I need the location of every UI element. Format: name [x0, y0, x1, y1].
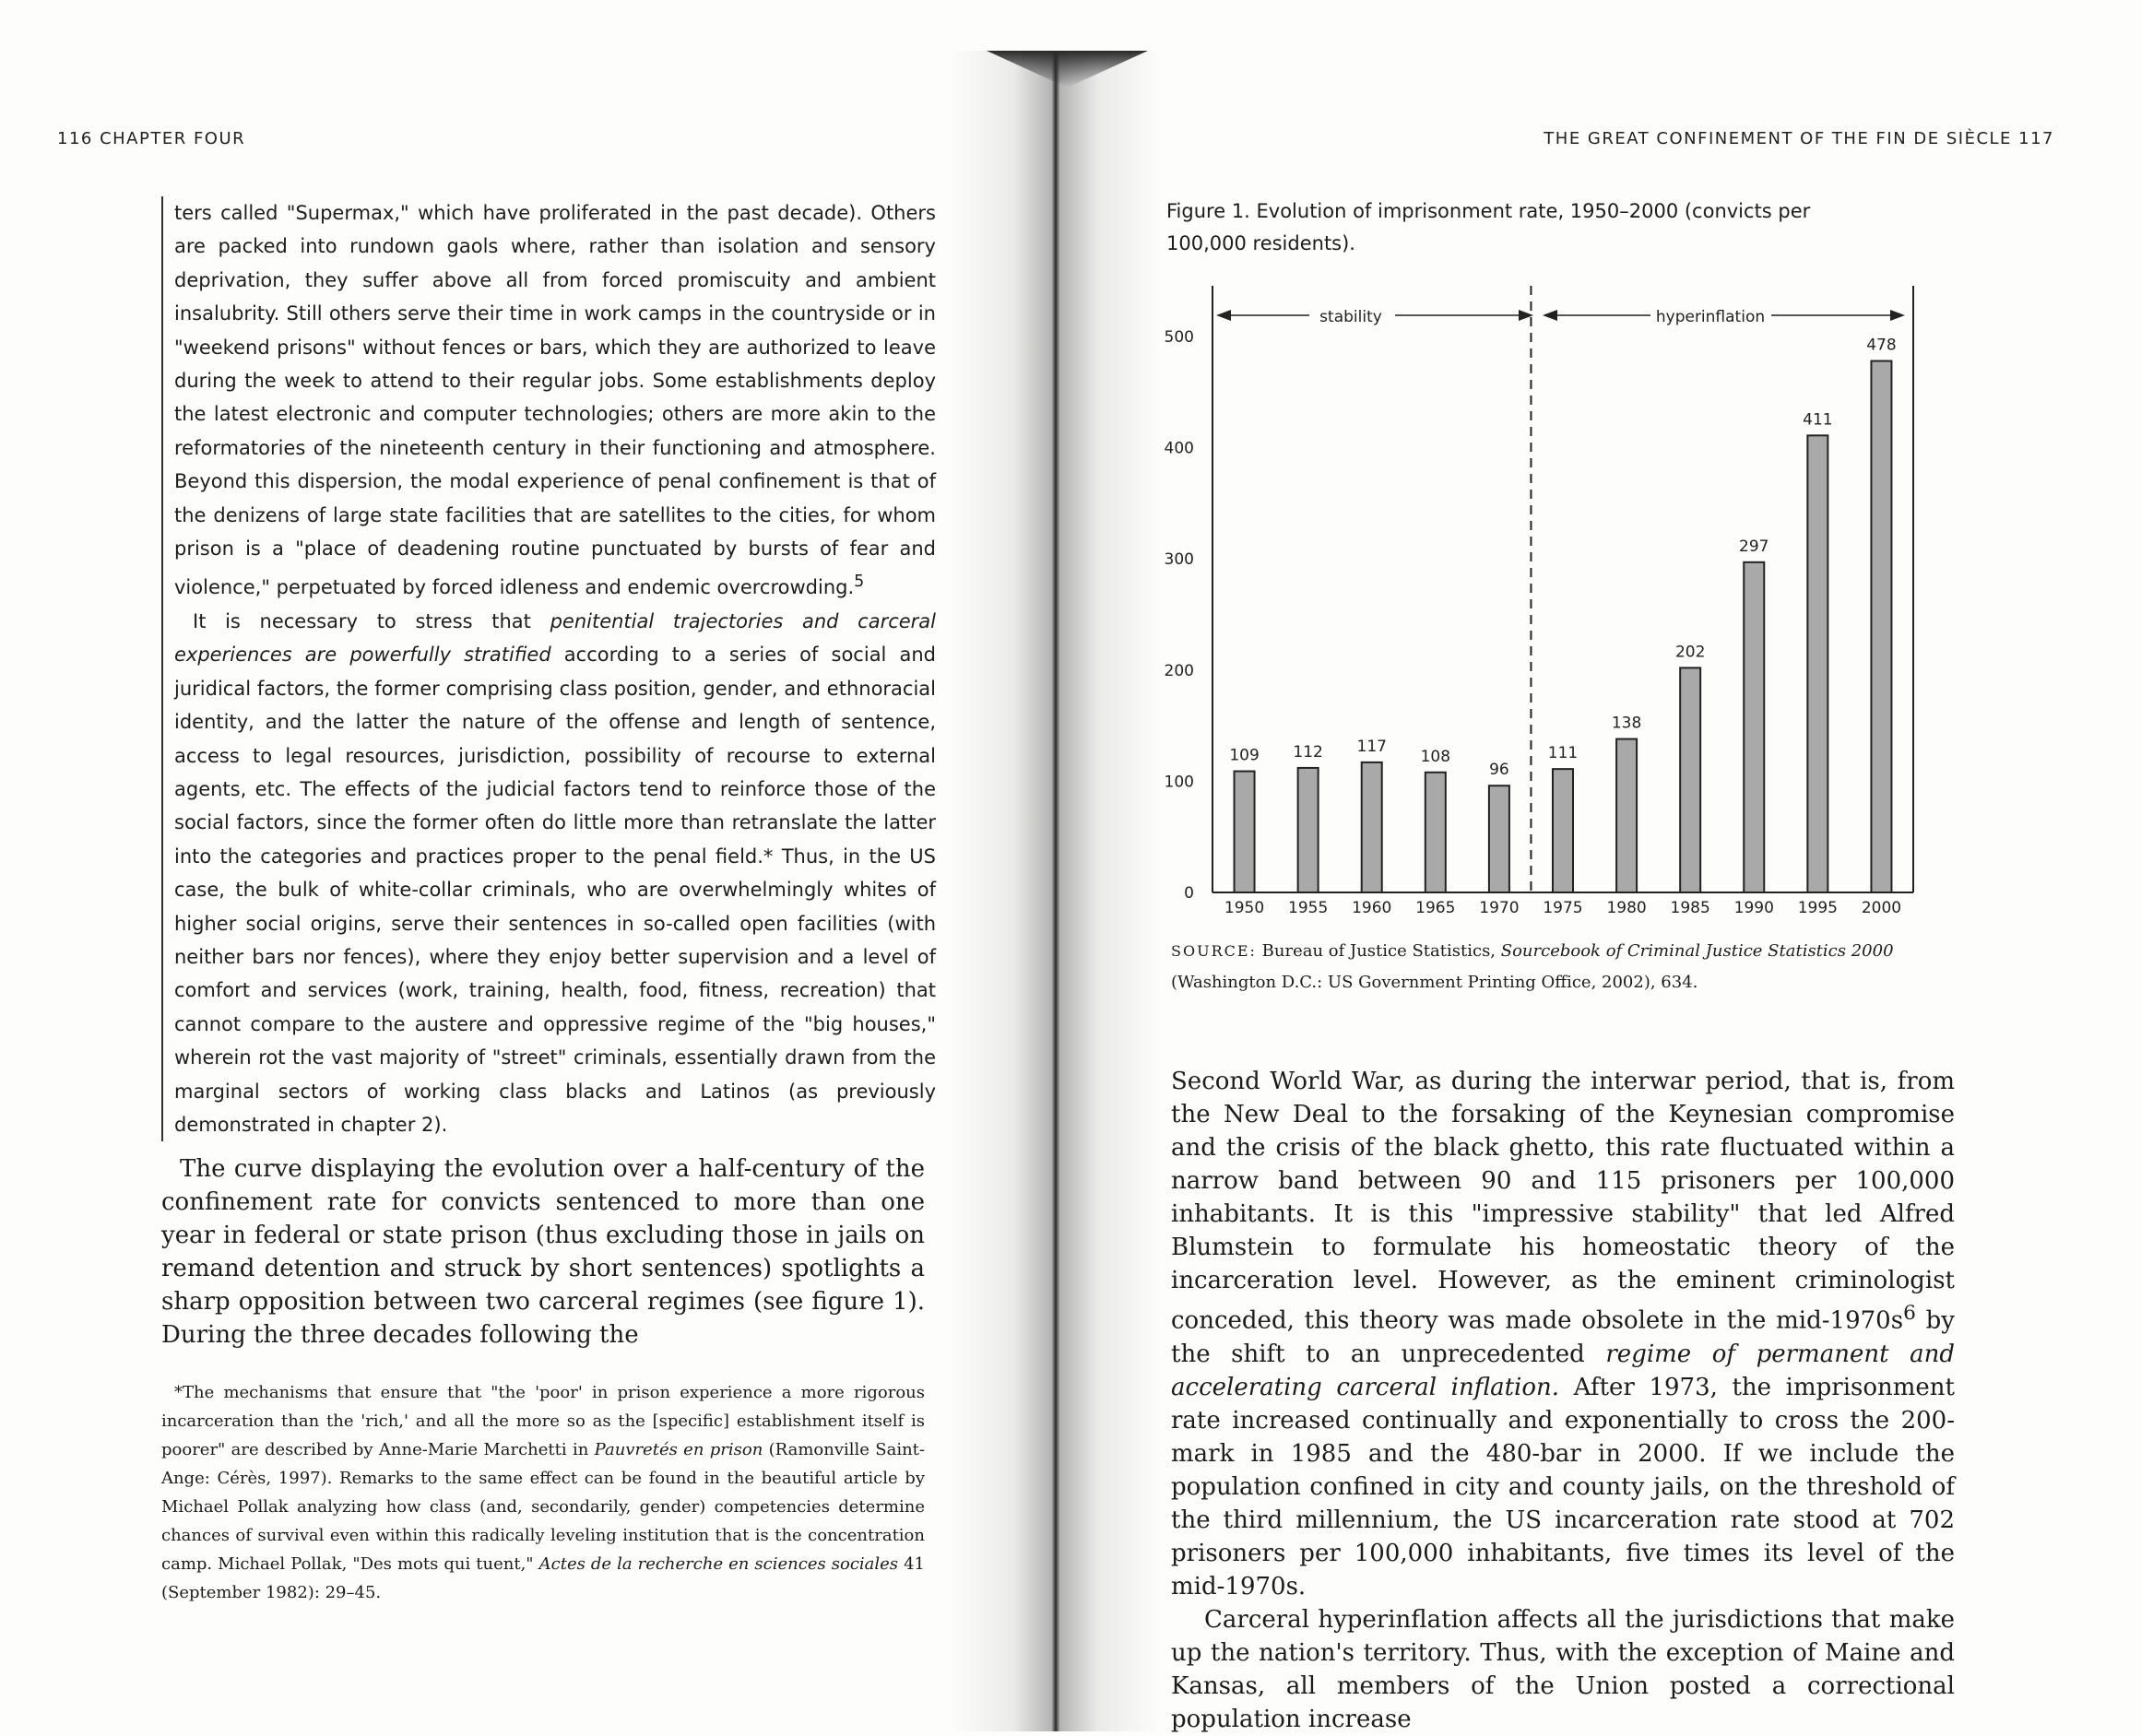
bar	[1744, 562, 1764, 892]
x-tick-label: 1960	[1352, 899, 1392, 917]
stability-arrow-left-head	[1216, 310, 1231, 321]
note-ref-6: 6	[1903, 1302, 1916, 1325]
right-running-head: THE GREAT CONFINEMENT OF THE FIN DE SIÈCLE 117	[1544, 129, 2054, 148]
bar	[1362, 762, 1382, 892]
bar	[1807, 435, 1828, 892]
source-b: (Washington D.C.: US Government Printing Office, 2002), 634.	[1171, 973, 1698, 992]
x-tick-label: 1975	[1543, 899, 1583, 917]
footnote	[161, 1378, 925, 1607]
bar	[1680, 667, 1700, 892]
chart-svg	[1157, 277, 1950, 922]
bar-value-label: 117	[1356, 737, 1387, 756]
bars	[1229, 337, 1896, 892]
quote-p2-a: It is necessary to stress that	[193, 609, 550, 632]
imprisonment-chart	[1157, 277, 1950, 926]
bar-value-label: 202	[1674, 643, 1706, 662]
right-body	[1171, 1065, 1955, 1736]
bar-value-label: 109	[1229, 746, 1260, 765]
source-a: Bureau of Justice Statistics,	[1256, 941, 1501, 961]
right-p1-b: by the shift to an unprecedented	[1171, 1306, 1955, 1368]
footnote-a: *The mechanisms that ensure that "the 'poor' in prison experience a more rigorous incarceration than the 'rich,' and all the more so as the [specific] establishment itself is poorer" are described by Anne-Marie Marchetti in	[161, 1383, 925, 1459]
note-ref-5: 5	[854, 573, 865, 592]
figure-source	[1171, 936, 1918, 998]
right-p1-emphasis: regime of permanent and accelerating carceral inflation.	[1171, 1340, 1955, 1401]
figure-caption: Figure 1. Evolution of imprisonment rate, 1950–2000 (convicts per 100,000 residents).	[1166, 200, 1811, 254]
footnote-b: (Ramonville Saint-Ange: Cérès, 1997). Remarks to the same effect can be found in the beautiful article by Michael Pollak analyzing how class (and, secondarily, gender) competencies determine chances of survival even within this radically leveling institution that is the concentration camp. Michael Pollak, "Des mots qui tuent,"	[161, 1440, 925, 1574]
y-tick-label: 400	[1164, 439, 1194, 458]
bar	[1553, 769, 1573, 892]
hyper-arrow-left-head	[1543, 310, 1557, 321]
bar	[1298, 768, 1319, 892]
bar-value-label: 96	[1489, 761, 1509, 780]
quote-p1-text: ters called "Supermax," which have proliferated in the past decade). Others are packed into rundown gaols where, rather than isolation and sensory deprivation, they suffer above all from forced promiscuity and ambient insalubrity. Still others serve their time in work camps in the countryside or in "weekend prisons" without fences or bars, which they are authorized to leave during the week to attend to their regular jobs. Some establishments deploy the latest electronic and computer technologies; others are more akin to the reformatories of the nineteenth century in their functioning and atmosphere. Beyond this dispersion, the modal experience of penal confinement is that of the denizens of large state facilities that are satellites to the cities, for whom prison is a "place of deadening routine punctuated by bursts of fear and violence," perpetuated by forced idleness and endemic overcrowding.	[174, 202, 936, 599]
quote-paragraph-2	[174, 605, 936, 1142]
x-tick-label: 1995	[1797, 899, 1838, 917]
bar-value-label: 108	[1420, 747, 1451, 766]
y-axis	[1165, 328, 1194, 903]
left-running-head: 116 CHAPTER FOUR	[57, 129, 246, 148]
source-label: SOURCE:	[1171, 942, 1257, 960]
hyperinflation-label: hyperinflation	[1655, 308, 1766, 326]
quote-p2-b: according to a series of social and juridical factors, the former comprising class position, gender, and ethnoracial identity, and the latter the nature of the offense and length of sentence, access to legal resources, jurisdiction, possibility of recourse to external agents, etc. The effects of the judicial factors tend to reinforce those of the social factors, since the former often do little more than retranslate the latter into the categories and practices proper to the penal field.* Thus, in the US case, the bulk of white-collar criminals, who are overwhelmingly whites of higher social origins, serve their sentences in so-called open facilities (with neither bars nor fences), where they enjoy better supervision and a level of comfort and services (work, training, health, food, fitness, recreation) that cannot compare to the austere and oppressive regime of the "big houses," wherein rot the vast majority of "street" criminals, essentially drawn from the marginal sectors of working class blacks and Latinos (as previously demonstrated in chapter 2).	[174, 644, 936, 1136]
x-tick-label: 1985	[1670, 899, 1710, 917]
bar	[1871, 361, 1891, 892]
x-tick-label: 1965	[1415, 899, 1456, 917]
y-tick-label: 200	[1164, 661, 1194, 680]
source-title: Sourcebook of Criminal Justice Statistics 2000	[1500, 941, 1894, 961]
x-tick-label: 1990	[1733, 899, 1774, 917]
right-p1-c: After 1973, the imprisonment rate increased continually and exponentially to cross the 200-mark in 1985 and the 480-bar in 2000. If we include the population confined in city and county jails, on the threshold of the third millennium, the US incarceration rate stood at 702 prisoners per 100,000 inhabitants, five times its level of the mid-1970s.	[1171, 1373, 1955, 1600]
bar	[1616, 739, 1637, 892]
footnote-title-2: Actes de la recherche en sciences sociales	[538, 1554, 899, 1574]
bar	[1425, 773, 1446, 892]
quote-paragraph-1	[174, 196, 936, 605]
quote-p2-emphasis: penitential trajectories and carceral experiences are powerfully stratified	[174, 609, 937, 667]
stability-label: stability	[1319, 308, 1382, 326]
bar-value-label: 112	[1293, 742, 1323, 762]
bar-value-label: 111	[1547, 744, 1579, 763]
x-tick-label: 1955	[1288, 899, 1329, 917]
right-p1-a: Second World War, as during the interwar period, that is, from the New Deal to the forsaking of the Keynesian compromise and the crisis of the black ghetto, this rate fluctuated within a narrow band between 90 and 115 prisoners per 100,000 inhabitants. It is this "impressive stability" that led Alfred Blumstein to formulate his homeostatic theory of the incarceration level. However, as the eminent criminologist conceded, this theory was made obsolete in the mid-1970s	[1171, 1068, 1955, 1335]
bar-value-label: 411	[1803, 410, 1833, 430]
footnote-title-1: Pauvretés en prison	[594, 1440, 763, 1459]
right-body-paragraph-1	[1171, 1065, 1955, 1603]
hyper-arrow-right-head	[1890, 310, 1905, 321]
bar-value-label: 478	[1866, 336, 1897, 355]
bar-value-label: 297	[1739, 537, 1769, 556]
x-tick-label: 1950	[1224, 899, 1265, 917]
left-body-paragraph: The curve displaying the evolution over a half-century of the confinement rate for convicts sentenced to more than one year in federal or state prison (thus excluding those in jails on remand detention and struck by short sentences) spotlights a sharp opposition between two carceral regimes (see figure 1). During the three decades following the	[161, 1155, 925, 1349]
x-tick-label: 1980	[1606, 899, 1647, 917]
book-gutter	[950, 51, 1162, 1731]
bar	[1235, 772, 1255, 892]
x-tick-label: 2000	[1861, 899, 1902, 917]
right-body-paragraph-2: Carceral hyperinflation affects all the jurisdictions that make up the nation's territory. Thus, with the exception of Maine and Kansas, all members of the Union posted a correctional population increase	[1171, 1605, 1955, 1733]
y-tick-label: 100	[1164, 773, 1194, 792]
y-tick-label: 300	[1164, 550, 1194, 570]
y-tick-label: 0	[1184, 884, 1194, 903]
bar-value-label: 138	[1611, 714, 1642, 733]
x-tick-label: 1970	[1479, 899, 1520, 917]
x-axis	[1224, 899, 1901, 917]
block-quote	[161, 196, 936, 1141]
y-tick-label: 500	[1164, 328, 1194, 347]
footnote-c: 41 (September 1982): 29–45.	[161, 1554, 925, 1602]
bar	[1489, 785, 1509, 892]
